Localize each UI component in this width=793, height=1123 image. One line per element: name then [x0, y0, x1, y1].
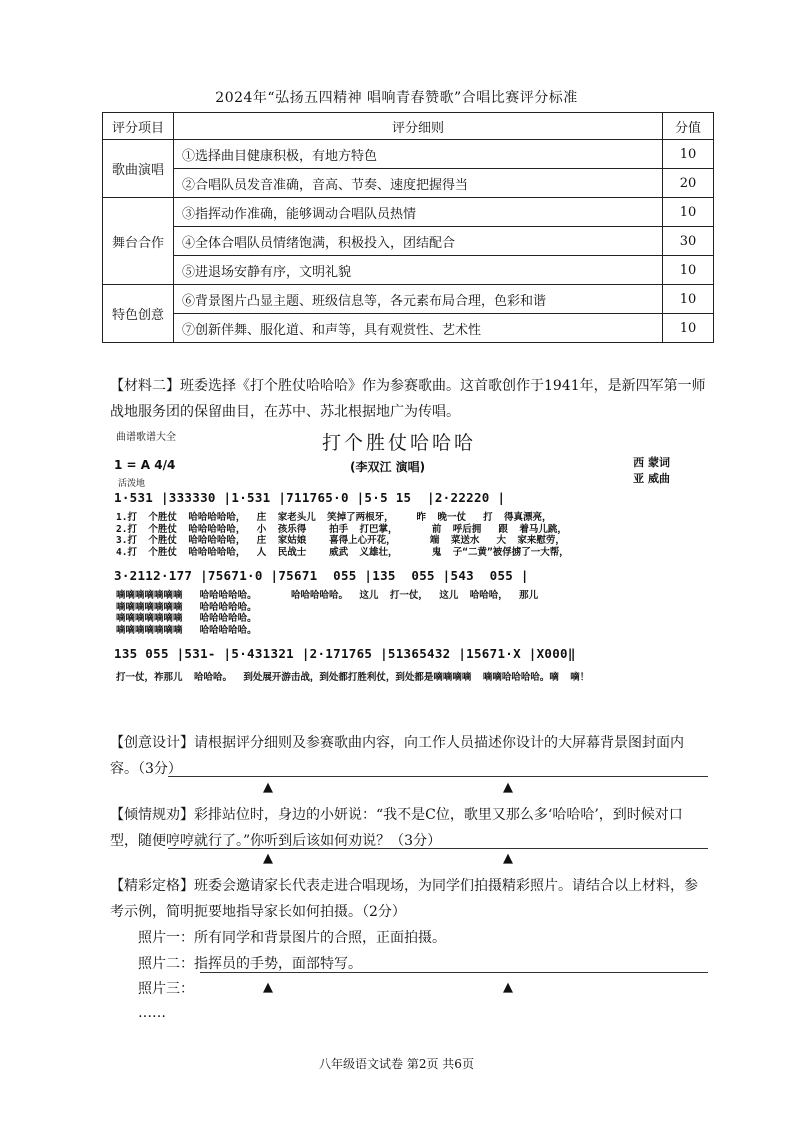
photo2-text: 指挥员的手势，面部特写。	[194, 956, 362, 972]
answer-triangle-marker: ▲	[503, 851, 513, 866]
song-title: 打个胜仗哈哈哈	[322, 432, 477, 454]
photo-example-1	[138, 925, 738, 951]
persuade-question	[110, 802, 710, 854]
persuade-text: 彩排站位时，身边的小妍说：“我不是C位，歌里又那么多‘哈哈哈’，到时候对口型，随便哼哼就行了。”你听到后该如何劝说？（3分）	[110, 807, 683, 849]
scoring-table	[102, 112, 714, 343]
row-detail: ⑦创新伴舞、服化道、和声等，具有观赏性、艺术性	[174, 314, 663, 343]
photo-text: 班委会邀请家长代表走进合唱现场，为同学们拍摄精彩照片。请结合以上材料，参考示例，简明扼要地指导家长如何拍摄。（2分）	[110, 878, 698, 920]
score-notes-line3: 135 055 |531- |5·431321 |2·171765 |51365432 |15671·X |X000‖	[114, 646, 576, 661]
answer-line	[168, 776, 708, 777]
score-tempo: 活泼地	[118, 479, 146, 489]
row-value: 10	[663, 285, 714, 314]
row-value: 10	[663, 314, 714, 343]
table-row	[103, 227, 714, 256]
photo3-label: 照片三：	[138, 981, 194, 997]
answer-line	[200, 972, 708, 973]
table-row	[103, 198, 714, 227]
page-title: 2024年“弘扬五四精神 唱响青春赞歌”合唱比赛评分标准	[215, 90, 578, 106]
score-notes-line1: 1·531 |333330 |1·531 |711765·0 |5·5 15 |2·22220 |	[114, 490, 506, 505]
answer-triangle-marker: ▲	[503, 980, 513, 995]
photo2-label: 照片二：	[138, 956, 194, 972]
row-value: 20	[663, 169, 714, 198]
photo-tag: 【精彩定格】	[110, 878, 194, 894]
table-row	[103, 314, 714, 343]
row-detail: ②合唱队员发音准确，音高、节奏、速度把握得当	[174, 169, 663, 198]
creative-tag: 【创意设计】	[110, 735, 194, 751]
row-item: 特色创意	[103, 285, 174, 343]
row-item: 歌曲演唱	[103, 140, 174, 198]
score-key: 1 = A 4/4	[114, 458, 176, 472]
persuade-tag: 【倾情规劝】	[110, 807, 194, 823]
row-value: 10	[663, 256, 714, 285]
header-item: 评分项目	[103, 113, 174, 140]
photo-ellipsis: ……	[138, 1005, 166, 1021]
score-lyricist: 西 蒙词	[633, 456, 670, 469]
photo-question	[110, 873, 710, 925]
score-lyrics-line3: 打一仗，祚那儿 哈哈哈。 到处展开游击战，到处都打胜利仗，到处都是嘀嘀嘀嘀 嘀嘀哈哈哈哈。嘀 嘀！	[116, 672, 590, 683]
photo-example-3	[138, 976, 738, 1002]
answer-triangle-marker: ▲	[263, 980, 273, 995]
table-header-row	[103, 113, 714, 140]
answer-triangle-marker: ▲	[263, 851, 273, 866]
material2-tag: 【材料二】	[110, 378, 180, 394]
row-detail: ⑥背景图片凸显主题、班级信息等，各元素布局合理，色彩和谐	[174, 285, 663, 314]
score-singer: (李双江 演唱)	[350, 460, 426, 474]
table-row	[103, 256, 714, 285]
photo-example-2	[138, 951, 738, 977]
table-row	[103, 169, 714, 198]
material2-paragraph	[110, 373, 710, 425]
score-lyrics-line1: 1.打 个胜仗 哈哈哈哈哈， 庄 家老头儿 笑掉了两根牙， 昨 晚一仗 打 得真漂亮， 2.打 个胜仗 哈哈哈哈哈， 小 孩乐得 拍手 打巴掌， 前 呼后拥 跟 着马儿跳， 3.打 个胜仗 哈哈哈哈哈， 庄 家姑娘 喜得上心开花， 端 菜送水 大 家来慰劳， 4.打 个胜仗 哈哈哈哈哈， 人 民战士 威武 义雄壮， 鬼 子“二黄”被俘掳了一大帮，	[116, 512, 569, 558]
row-detail: ④全体合唱队员情绪饱满，积极投入，团结配合	[174, 227, 663, 256]
score-notes-line2: 3·2112·177 |75671·0 |75671 055 |135 055 |543 055 |	[114, 568, 529, 583]
table-row	[103, 140, 714, 169]
answer-triangle-marker: ▲	[263, 780, 273, 795]
table-row	[103, 285, 714, 314]
score-lyrics-line2: 嘀嘀嘀嘀嘀嘀嘀 哈哈哈哈哈。 哈哈哈哈哈。 这儿 打一仗， 这儿 哈哈哈， 那儿 嘀嘀嘀嘀嘀嘀嘀 哈哈哈哈哈。 嘀嘀嘀嘀嘀嘀嘀 哈哈哈哈哈。 嘀嘀嘀嘀嘀嘀嘀 哈哈哈哈哈。	[116, 590, 539, 636]
score-source: 曲谱歌谱大全	[116, 432, 176, 443]
answer-triangle-marker: ▲	[503, 780, 513, 795]
music-score-image	[112, 428, 710, 698]
material2-text: 班委选择《打个胜仗哈哈哈》作为参赛歌曲。这首歌创作于1941年，是新四军第一师战地服务团的保留曲目，在苏中、苏北根据地广为传唱。	[110, 378, 706, 420]
header-value: 分值	[663, 113, 714, 140]
photo1-text: 所有同学和背景图片的合照，正面拍摄。	[194, 930, 446, 946]
photo1-label: 照片一：	[138, 930, 194, 946]
page-footer: 八年级语文试卷 第2页 共6页	[319, 1057, 474, 1071]
row-value: 30	[663, 227, 714, 256]
row-detail: ①选择曲目健康积极，有地方特色	[174, 140, 663, 169]
row-detail: ③指挥动作准确，能够调动合唱队员热情	[174, 198, 663, 227]
row-value: 10	[663, 140, 714, 169]
creative-text: 请根据评分细则及参赛歌曲内容，向工作人员描述你设计的大屏幕背景图封面内容。（3分）	[110, 735, 684, 777]
row-detail: ⑤进退场安静有序，文明礼貌	[174, 256, 663, 285]
row-value: 10	[663, 198, 714, 227]
header-detail: 评分细则	[174, 113, 663, 140]
answer-line	[168, 848, 708, 849]
creative-question	[110, 730, 710, 782]
score-composer: 亚 威曲	[633, 472, 670, 485]
row-item: 舞台合作	[103, 198, 174, 285]
